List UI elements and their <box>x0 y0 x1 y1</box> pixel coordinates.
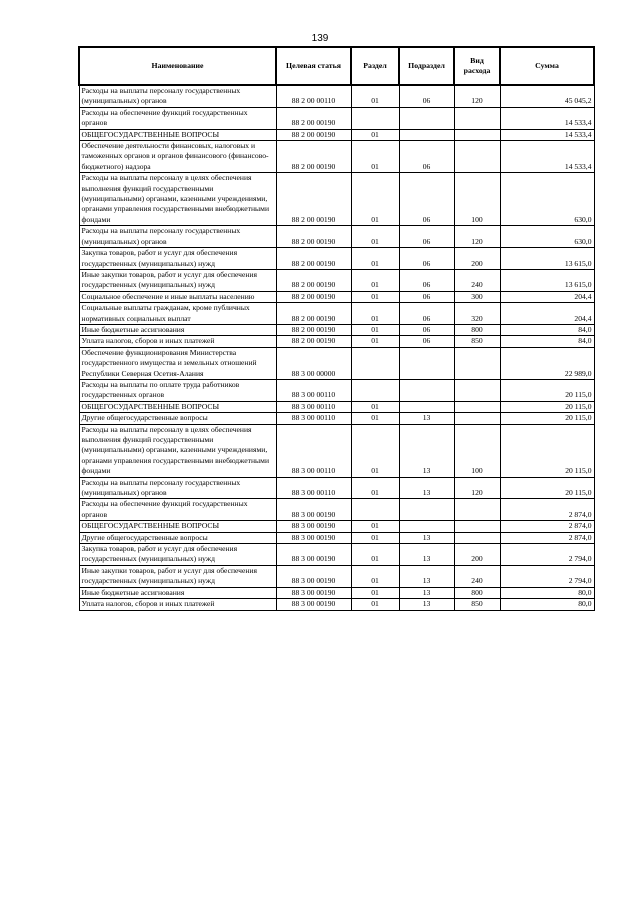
table-row <box>79 521 594 532</box>
cell-target: 88 2 00 00190 <box>276 336 351 347</box>
column-header-expense-type: Вид расхода <box>454 47 500 85</box>
table-row <box>79 413 594 424</box>
table-row <box>79 303 594 325</box>
cell-expense-type: 850 <box>454 336 500 347</box>
cell-name: Расходы на выплаты персоналу государственных (муниципальных) органов <box>79 85 276 107</box>
cell-subsection: 06 <box>399 248 454 270</box>
cell-section: 01 <box>351 291 399 302</box>
table-row <box>79 565 594 587</box>
table-row <box>79 141 594 173</box>
cell-subsection <box>399 107 454 129</box>
cell-target: 88 2 00 00190 <box>276 141 351 173</box>
cell-section: 01 <box>351 424 399 477</box>
column-header-name: Наименование <box>79 47 276 85</box>
cell-name: Закупка товаров, работ и услуг для обеспечения государственных (муниципальных) нужд <box>79 248 276 270</box>
cell-expense-type <box>454 413 500 424</box>
cell-section: 01 <box>351 85 399 107</box>
cell-subsection: 13 <box>399 413 454 424</box>
table-row <box>79 107 594 129</box>
cell-subsection: 13 <box>399 532 454 543</box>
table-row <box>79 226 594 248</box>
cell-section <box>351 347 399 379</box>
cell-name: ОБЩЕГОСУДАРСТВЕННЫЕ ВОПРОСЫ <box>79 401 276 412</box>
cell-subsection <box>399 379 454 401</box>
cell-amount: 14 533,4 <box>500 141 594 173</box>
cell-target: 88 3 00 00190 <box>276 565 351 587</box>
cell-name: Иные бюджетные ассигнования <box>79 587 276 598</box>
cell-amount: 20 115,0 <box>500 379 594 401</box>
cell-expense-type: 240 <box>454 269 500 291</box>
cell-amount: 13 615,0 <box>500 269 594 291</box>
cell-subsection <box>399 129 454 140</box>
cell-subsection <box>399 499 454 521</box>
cell-section: 01 <box>351 336 399 347</box>
cell-section <box>351 379 399 401</box>
cell-name: Расходы на обеспечение функций государственных органов <box>79 499 276 521</box>
cell-expense-type: 240 <box>454 565 500 587</box>
cell-amount: 13 615,0 <box>500 248 594 270</box>
table-row <box>79 401 594 412</box>
cell-section: 01 <box>351 532 399 543</box>
table-row <box>79 499 594 521</box>
cell-subsection: 13 <box>399 565 454 587</box>
cell-target: 88 3 00 00190 <box>276 521 351 532</box>
cell-section: 01 <box>351 413 399 424</box>
cell-section: 01 <box>351 599 399 610</box>
cell-name: Обеспечение деятельности финансовых, налоговых и таможенных органов и органов финансового (финансово-бюджетного) надзора <box>79 141 276 173</box>
cell-target: 88 2 00 00190 <box>276 107 351 129</box>
cell-subsection <box>399 521 454 532</box>
cell-amount: 14 533,4 <box>500 129 594 140</box>
cell-expense-type: 100 <box>454 424 500 477</box>
cell-subsection: 13 <box>399 599 454 610</box>
table-row <box>79 85 594 107</box>
cell-section: 01 <box>351 324 399 335</box>
cell-name: Расходы на выплаты персоналу в целях обеспечения выполнения функций государственными (муниципальными) органами, казенными учреждениями, органами управления государственными внебюджетными фондами <box>79 173 276 226</box>
budget-table <box>78 46 595 611</box>
cell-target: 88 3 00 00190 <box>276 532 351 543</box>
cell-expense-type: 200 <box>454 544 500 566</box>
cell-target: 88 2 00 00190 <box>276 173 351 226</box>
cell-expense-type: 100 <box>454 173 500 226</box>
table-row <box>79 336 594 347</box>
table-row <box>79 347 594 379</box>
cell-subsection: 06 <box>399 324 454 335</box>
table-header-row <box>79 47 594 85</box>
table-row <box>79 379 594 401</box>
cell-amount: 204,4 <box>500 291 594 302</box>
cell-expense-type <box>454 521 500 532</box>
cell-amount: 20 115,0 <box>500 401 594 412</box>
table-row <box>79 587 594 598</box>
cell-section: 01 <box>351 401 399 412</box>
cell-expense-type <box>454 347 500 379</box>
cell-name: Закупка товаров, работ и услуг для обеспечения государственных (муниципальных) нужд <box>79 544 276 566</box>
cell-amount: 20 115,0 <box>500 413 594 424</box>
cell-subsection: 06 <box>399 173 454 226</box>
cell-target: 88 3 00 00110 <box>276 401 351 412</box>
cell-name: Расходы на выплаты по оплате труда работников государственных органов <box>79 379 276 401</box>
cell-target: 88 3 00 00110 <box>276 413 351 424</box>
cell-section: 01 <box>351 303 399 325</box>
cell-target: 88 3 00 00110 <box>276 379 351 401</box>
cell-target: 88 2 00 00190 <box>276 291 351 302</box>
cell-target: 88 3 00 00190 <box>276 499 351 521</box>
cell-subsection: 13 <box>399 587 454 598</box>
cell-target: 88 2 00 00190 <box>276 324 351 335</box>
cell-amount: 2 794,0 <box>500 544 594 566</box>
table-row <box>79 532 594 543</box>
cell-target: 88 3 00 00110 <box>276 477 351 499</box>
cell-expense-type: 200 <box>454 248 500 270</box>
cell-subsection: 06 <box>399 226 454 248</box>
cell-subsection: 06 <box>399 291 454 302</box>
cell-expense-type <box>454 379 500 401</box>
cell-amount: 630,0 <box>500 173 594 226</box>
cell-subsection: 06 <box>399 85 454 107</box>
column-header-subsection: Подраздел <box>399 47 454 85</box>
cell-expense-type <box>454 499 500 521</box>
cell-target: 88 2 00 00190 <box>276 226 351 248</box>
column-header-section: Раздел <box>351 47 399 85</box>
cell-target: 88 3 00 00190 <box>276 587 351 598</box>
cell-target: 88 2 00 00190 <box>276 269 351 291</box>
cell-subsection <box>399 401 454 412</box>
cell-section: 01 <box>351 544 399 566</box>
cell-amount: 80,0 <box>500 587 594 598</box>
cell-amount: 20 115,0 <box>500 424 594 477</box>
cell-section: 01 <box>351 129 399 140</box>
cell-name: Расходы на обеспечение функций государственных органов <box>79 107 276 129</box>
cell-name: Иные бюджетные ассигнования <box>79 324 276 335</box>
cell-section: 01 <box>351 565 399 587</box>
table-row <box>79 129 594 140</box>
cell-name: Иные закупки товаров, работ и услуг для обеспечения государственных (муниципальных) нужд <box>79 565 276 587</box>
cell-name: Социальное обеспечение и иные выплаты населению <box>79 291 276 302</box>
cell-amount: 22 989,0 <box>500 347 594 379</box>
page-number: 139 <box>311 33 329 44</box>
cell-name: Иные закупки товаров, работ и услуг для обеспечения государственных (муниципальных) нужд <box>79 269 276 291</box>
cell-amount: 45 045,2 <box>500 85 594 107</box>
cell-name: Расходы на выплаты персоналу государственных (муниципальных) органов <box>79 477 276 499</box>
cell-amount: 2 874,0 <box>500 521 594 532</box>
cell-subsection: 13 <box>399 424 454 477</box>
cell-name: Другие общегосударственные вопросы <box>79 532 276 543</box>
cell-section <box>351 107 399 129</box>
cell-expense-type: 850 <box>454 599 500 610</box>
table-body <box>79 85 594 610</box>
cell-expense-type: 120 <box>454 226 500 248</box>
cell-target: 88 3 00 00110 <box>276 424 351 477</box>
cell-subsection: 13 <box>399 544 454 566</box>
table-row <box>79 424 594 477</box>
cell-subsection: 06 <box>399 269 454 291</box>
cell-expense-type <box>454 141 500 173</box>
table-row <box>79 477 594 499</box>
cell-name: ОБЩЕГОСУДАРСТВЕННЫЕ ВОПРОСЫ <box>79 129 276 140</box>
cell-section: 01 <box>351 248 399 270</box>
cell-target: 88 3 00 00190 <box>276 599 351 610</box>
cell-expense-type: 800 <box>454 587 500 598</box>
cell-target: 88 3 00 00000 <box>276 347 351 379</box>
column-header-target: Целевая статья <box>276 47 351 85</box>
column-header-amount: Сумма <box>500 47 594 85</box>
cell-section: 01 <box>351 587 399 598</box>
cell-subsection: 06 <box>399 303 454 325</box>
cell-target: 88 2 00 00190 <box>276 129 351 140</box>
cell-amount: 80,0 <box>500 599 594 610</box>
cell-name: Социальные выплаты гражданам, кроме публичных нормативных социальных выплат <box>79 303 276 325</box>
cell-expense-type <box>454 401 500 412</box>
table-row <box>79 173 594 226</box>
cell-amount: 84,0 <box>500 336 594 347</box>
cell-target: 88 3 00 00190 <box>276 544 351 566</box>
cell-expense-type: 320 <box>454 303 500 325</box>
cell-section: 01 <box>351 477 399 499</box>
cell-amount: 20 115,0 <box>500 477 594 499</box>
table-row <box>79 324 594 335</box>
cell-target: 88 2 00 00110 <box>276 85 351 107</box>
table-row <box>79 599 594 610</box>
cell-target: 88 2 00 00190 <box>276 248 351 270</box>
cell-subsection: 06 <box>399 141 454 173</box>
cell-expense-type: 300 <box>454 291 500 302</box>
cell-section: 01 <box>351 141 399 173</box>
cell-expense-type <box>454 107 500 129</box>
cell-name: Другие общегосударственные вопросы <box>79 413 276 424</box>
cell-expense-type <box>454 532 500 543</box>
cell-section: 01 <box>351 521 399 532</box>
cell-section: 01 <box>351 226 399 248</box>
cell-section: 01 <box>351 173 399 226</box>
cell-subsection <box>399 347 454 379</box>
cell-expense-type: 120 <box>454 85 500 107</box>
cell-target: 88 2 00 00190 <box>276 303 351 325</box>
cell-name: ОБЩЕГОСУДАРСТВЕННЫЕ ВОПРОСЫ <box>79 521 276 532</box>
cell-amount: 84,0 <box>500 324 594 335</box>
cell-amount: 14 533,4 <box>500 107 594 129</box>
cell-expense-type <box>454 129 500 140</box>
table-row <box>79 291 594 302</box>
cell-section: 01 <box>351 269 399 291</box>
cell-amount: 2 874,0 <box>500 499 594 521</box>
cell-amount: 2 874,0 <box>500 532 594 543</box>
cell-name: Уплата налогов, сборов и иных платежей <box>79 599 276 610</box>
cell-expense-type: 800 <box>454 324 500 335</box>
cell-subsection: 13 <box>399 477 454 499</box>
cell-name: Обеспечение функционирования Министерства государственного имущества и земельных отношений Республики Северная Осетия-Алания <box>79 347 276 379</box>
cell-name: Уплата налогов, сборов и иных платежей <box>79 336 276 347</box>
table-row <box>79 269 594 291</box>
cell-section <box>351 499 399 521</box>
cell-name: Расходы на выплаты персоналу в целях обеспечения выполнения функций государственными (муниципальными) органами, казенными учреждениями, органами управления государственными внебюджетными фондами <box>79 424 276 477</box>
cell-amount: 630,0 <box>500 226 594 248</box>
cell-expense-type: 120 <box>454 477 500 499</box>
cell-amount: 204,4 <box>500 303 594 325</box>
cell-subsection: 06 <box>399 336 454 347</box>
table-row <box>79 544 594 566</box>
cell-amount: 2 794,0 <box>500 565 594 587</box>
cell-name: Расходы на выплаты персоналу государственных (муниципальных) органов <box>79 226 276 248</box>
table-row <box>79 248 594 270</box>
